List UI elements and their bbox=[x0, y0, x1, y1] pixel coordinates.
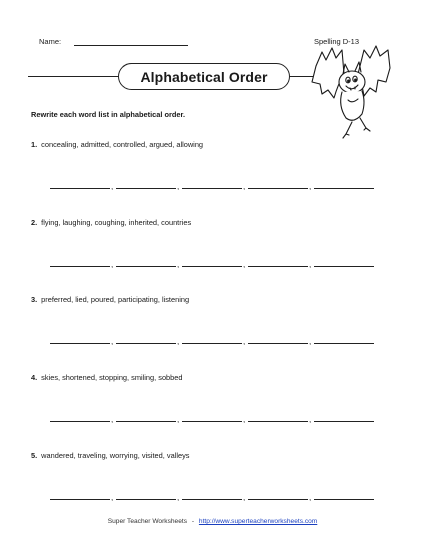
question-2 bbox=[31, 218, 401, 278]
answer-blank[interactable] bbox=[50, 413, 110, 422]
word-list: concealing, admitted, controlled, argued, allowing bbox=[41, 140, 204, 149]
word-list: wandered, traveling, worrying, visited, valleys bbox=[41, 451, 190, 460]
question-3 bbox=[31, 295, 401, 355]
answer-blank[interactable] bbox=[182, 335, 242, 344]
footer-brand: Super Teacher Worksheets bbox=[107, 518, 188, 525]
answer-blank[interactable] bbox=[314, 335, 374, 344]
instructions: Rewrite each word list in alphabetical order. bbox=[31, 110, 186, 119]
answer-blank[interactable] bbox=[248, 258, 308, 267]
answer-blank[interactable] bbox=[116, 491, 176, 500]
answer-comma: , bbox=[309, 182, 312, 191]
answer-comma: , bbox=[243, 337, 246, 346]
word-list: skies, shortened, stopping, smiling, sobbed bbox=[41, 373, 183, 382]
answer-comma: , bbox=[309, 260, 312, 269]
question-prompt bbox=[31, 140, 203, 149]
answer-comma: , bbox=[243, 260, 246, 269]
answer-comma: , bbox=[309, 493, 312, 502]
answer-comma: , bbox=[177, 493, 180, 502]
answer-blank[interactable] bbox=[116, 258, 176, 267]
answer-blank[interactable] bbox=[314, 413, 374, 422]
question-number: 5. bbox=[31, 451, 38, 460]
question-number: 1. bbox=[31, 140, 38, 149]
answer-comma: , bbox=[111, 260, 114, 269]
word-list: preferred, lied, poured, participating, listening bbox=[41, 295, 190, 304]
footer-link[interactable]: http://www.superteacherworksheets.com bbox=[198, 518, 318, 525]
answer-blank[interactable] bbox=[248, 180, 308, 189]
bat-mascot-icon bbox=[308, 44, 392, 142]
question-prompt bbox=[31, 373, 183, 382]
answer-blank[interactable] bbox=[248, 491, 308, 500]
answer-comma: , bbox=[243, 493, 246, 502]
answer-comma: , bbox=[243, 182, 246, 191]
answer-blank[interactable] bbox=[182, 413, 242, 422]
question-4 bbox=[31, 373, 401, 433]
question-prompt bbox=[31, 295, 189, 304]
question-prompt bbox=[31, 451, 189, 460]
answer-blank[interactable] bbox=[116, 413, 176, 422]
answer-row bbox=[50, 413, 410, 425]
answer-blank[interactable] bbox=[50, 180, 110, 189]
answer-comma: , bbox=[309, 337, 312, 346]
question-1 bbox=[31, 140, 401, 200]
answer-row bbox=[50, 180, 410, 192]
answer-blank[interactable] bbox=[50, 335, 110, 344]
footer-separator: - bbox=[191, 518, 195, 525]
worksheet-code: Spelling D-13 bbox=[314, 37, 360, 46]
answer-comma: , bbox=[111, 493, 114, 502]
answer-blank[interactable] bbox=[182, 258, 242, 267]
question-number: 4. bbox=[31, 373, 38, 382]
answer-blank[interactable] bbox=[314, 180, 374, 189]
answer-comma: , bbox=[111, 337, 114, 346]
answer-blank[interactable] bbox=[116, 180, 176, 189]
page-title: Alphabetical Order bbox=[118, 63, 290, 90]
answer-blank[interactable] bbox=[116, 335, 176, 344]
word-list: flying, laughing, coughing, inherited, countries bbox=[41, 218, 192, 227]
answer-comma: , bbox=[111, 415, 114, 424]
answer-blank[interactable] bbox=[50, 491, 110, 500]
answer-blank[interactable] bbox=[248, 335, 308, 344]
answer-comma: , bbox=[309, 415, 312, 424]
answer-blank[interactable] bbox=[248, 413, 308, 422]
answer-blank[interactable] bbox=[182, 491, 242, 500]
answer-comma: , bbox=[177, 415, 180, 424]
question-prompt bbox=[31, 218, 191, 227]
answer-row bbox=[50, 335, 410, 347]
question-number: 2. bbox=[31, 218, 38, 227]
answer-comma: , bbox=[177, 182, 180, 191]
answer-row bbox=[50, 258, 410, 270]
answer-blank[interactable] bbox=[50, 258, 110, 267]
answer-blank[interactable] bbox=[314, 491, 374, 500]
question-5 bbox=[31, 451, 401, 511]
answer-blank[interactable] bbox=[182, 180, 242, 189]
answer-comma: , bbox=[111, 182, 114, 191]
answer-comma: , bbox=[177, 337, 180, 346]
answer-comma: , bbox=[177, 260, 180, 269]
answer-row bbox=[50, 491, 410, 503]
question-number: 3. bbox=[31, 295, 38, 304]
name-line bbox=[74, 45, 188, 46]
answer-comma: , bbox=[243, 415, 246, 424]
name-label: Name: bbox=[39, 37, 62, 46]
footer bbox=[0, 518, 425, 525]
answer-blank[interactable] bbox=[314, 258, 374, 267]
